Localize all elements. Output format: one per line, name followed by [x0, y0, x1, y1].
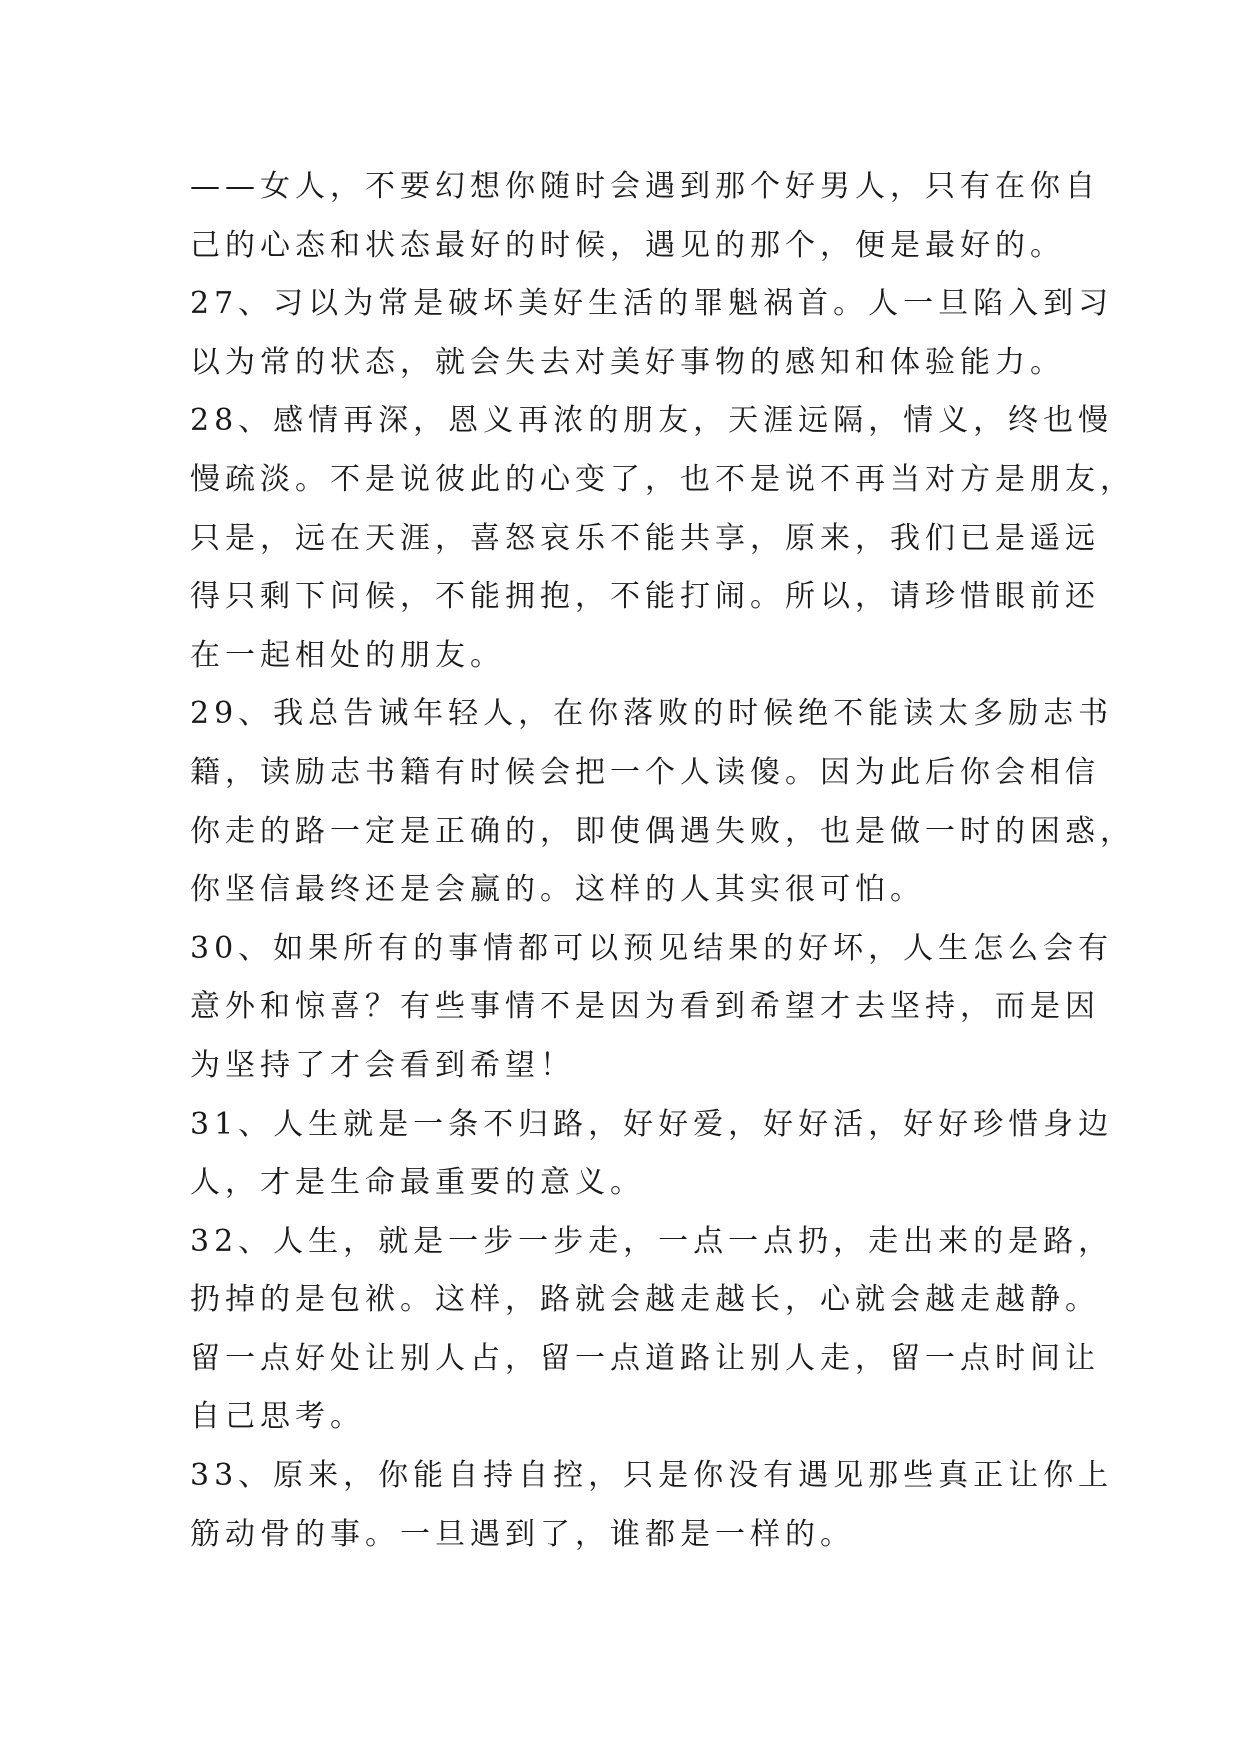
text-line: 得只剩下问候，不能拥抱，不能打闹。所以，请珍惜眼前还 — [190, 579, 1100, 615]
text-line: 扔掉的是包袱。这样，路就会越走越长，心就会越走越静。 — [190, 1282, 1100, 1318]
text-line: 意外和惊喜？有些事情不是因为看到希望才去坚持，而是因 — [190, 989, 1100, 1025]
text-line: 32、人生，就是一步一步走，一点一点扔，走出来的是路， — [190, 1223, 1114, 1259]
text-line: 人，才是生命最重要的意义。 — [190, 1165, 645, 1201]
text-line: 籍，读励志书籍有时候会把一个人读傻。因为此后你会相信 — [190, 754, 1100, 790]
text-line: 己的心态和状态最好的时候，遇见的那个，便是最好的。 — [190, 227, 1065, 263]
text-line: 自己思考。 — [190, 1399, 365, 1435]
text-line: 以为常的状态，就会失去对美好事物的感知和体验能力。 — [190, 344, 1065, 380]
document-body — [190, 158, 1135, 1564]
text-line: 33、原来，你能自持自控，只是你没有遇见那些真正让你上 — [190, 1458, 1114, 1494]
text-line: 你坚信最终还是会赢的。这样的人其实很可怕。 — [190, 872, 925, 908]
text-line: 31、人生就是一条不归路，好好爱，好好活，好好珍惜身边 — [190, 1106, 1114, 1142]
text-line: ——女人，不要幻想你随时会遇到那个好男人，只有在你自 — [190, 169, 1100, 204]
text-line: 29、我总告诫年轻人，在你落败的时候绝不能读太多励志书 — [190, 696, 1114, 732]
text-line: 在一起相处的朋友。 — [190, 637, 505, 673]
text-line: 慢疏淡。不是说彼此的心变了，也不是说不再当对方是朋友， — [190, 461, 1135, 497]
text-line: 只是，远在天涯，喜怒哀乐不能共享，原来，我们已是遥远 — [190, 520, 1100, 556]
text-line: 28、感情再深，恩义再浓的朋友，天涯远隔，情义，终也慢 — [190, 403, 1114, 439]
text-line: 留一点好处让别人占，留一点道路让别人走，留一点时间让 — [190, 1340, 1100, 1376]
text-line: 筋动骨的事。一旦遇到了，谁都是一样的。 — [190, 1516, 855, 1552]
text-line: 为坚持了才会看到希望！ — [190, 1047, 575, 1083]
text-line: 27、习以为常是破坏美好生活的罪魁祸首。人一旦陷入到习 — [190, 286, 1114, 322]
text-line: 你走的路一定是正确的，即使偶遇失败，也是做一时的困惑， — [190, 813, 1135, 849]
text-line: 30、如果所有的事情都可以预见结果的好坏，人生怎么会有 — [190, 930, 1114, 966]
